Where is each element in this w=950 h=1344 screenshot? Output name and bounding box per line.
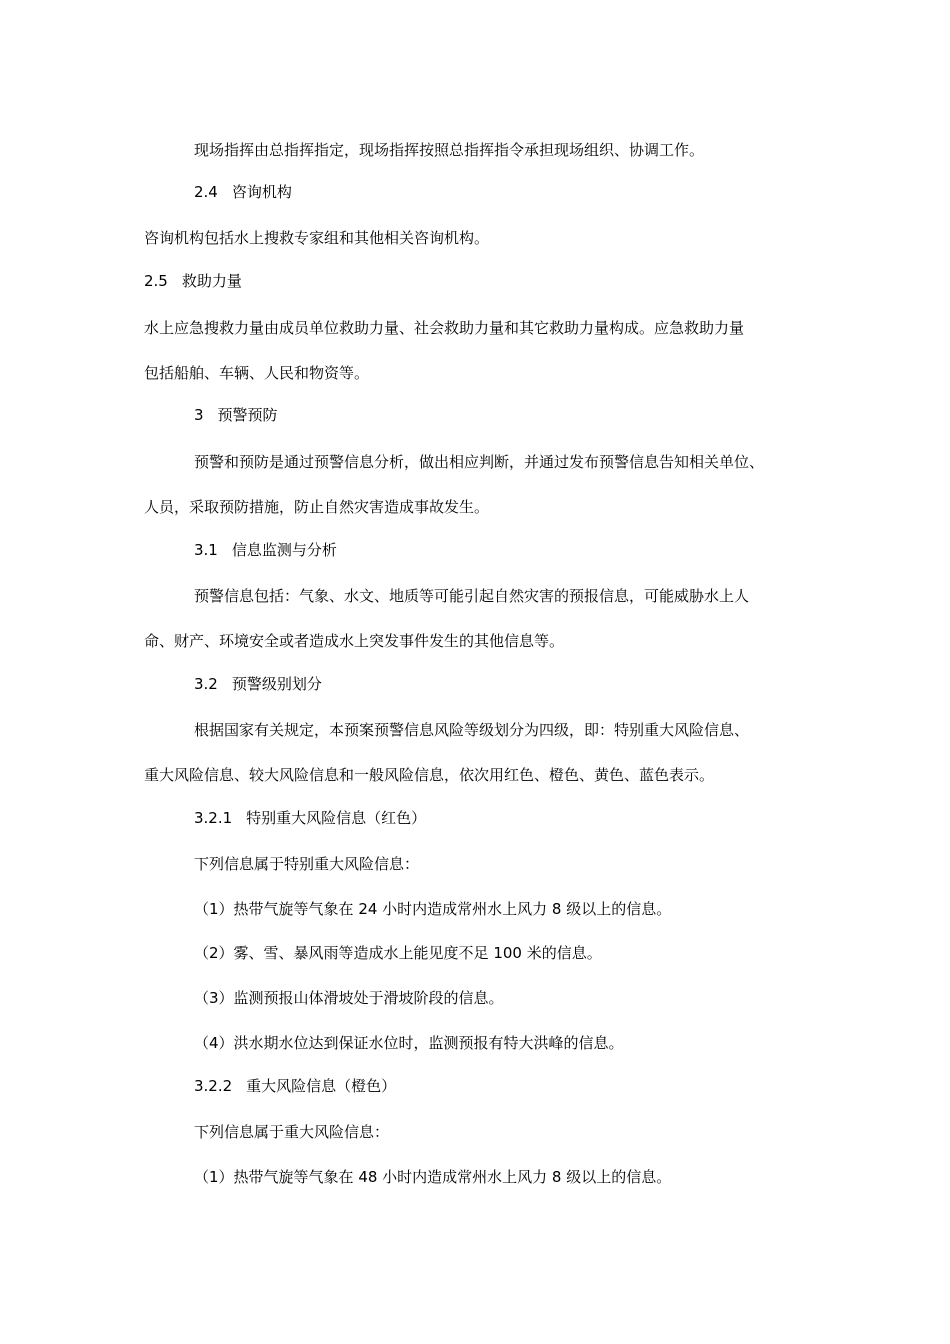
section-title: 特别重大风险信息（红色） bbox=[246, 809, 427, 827]
section-heading bbox=[194, 1076, 396, 1096]
section-number: 2.5 bbox=[144, 272, 168, 290]
paragraph-text: 预警和预防是通过预警信息分析，做出相应判断，并通过发布预警信息告知相关单位、 bbox=[194, 453, 765, 471]
list-item bbox=[194, 899, 671, 919]
list-item-text: （1）热带气旋等气象在 48 小时内造成常州水上风力 8 级以上的信息。 bbox=[194, 1168, 672, 1186]
paragraph bbox=[144, 318, 744, 338]
paragraph bbox=[194, 720, 749, 740]
section-title: 重大风险信息（橙色） bbox=[246, 1077, 397, 1095]
section-number: 3.2.2 bbox=[194, 1077, 233, 1095]
list-item bbox=[194, 943, 602, 963]
paragraph bbox=[144, 765, 714, 785]
list-item-text: （1）热带气旋等气象在 24 小时内造成常州水上风力 8 级以上的信息。 bbox=[194, 900, 672, 918]
paragraph-text: 预警信息包括：气象、水文、地质等可能引起自然灾害的预报信息，可能威胁水上人 bbox=[194, 587, 750, 605]
paragraph bbox=[194, 1122, 389, 1142]
section-number: 3.1 bbox=[194, 541, 218, 559]
section-title: 咨询机构 bbox=[231, 183, 292, 201]
list-item bbox=[194, 1033, 624, 1053]
list-item bbox=[194, 1167, 671, 1187]
section-title: 救助力量 bbox=[181, 272, 242, 290]
paragraph bbox=[144, 631, 564, 651]
paragraph-text: 下列信息属于特别重大风险信息： bbox=[194, 855, 420, 873]
paragraph-text: 人员，采取预防措施，防止自然灾害造成事故发生。 bbox=[144, 498, 490, 516]
paragraph bbox=[194, 140, 704, 160]
section-heading bbox=[194, 808, 426, 828]
section-heading bbox=[194, 405, 278, 425]
list-item-text: （2）雾、雪、暴风雨等造成水上能见度不足 100 米的信息。 bbox=[194, 944, 602, 962]
section-number: 3.2.1 bbox=[194, 809, 233, 827]
section-title: 信息监测与分析 bbox=[231, 541, 337, 559]
paragraph-text: 根据国家有关规定，本预案预警信息风险等级划分为四级，即：特别重大风险信息、 bbox=[194, 721, 750, 739]
section-heading bbox=[144, 271, 242, 291]
section-heading bbox=[194, 540, 337, 560]
paragraph-text: 咨询机构包括水上搜救专家组和其他相关咨询机构。 bbox=[144, 229, 490, 247]
paragraph-text: 水上应急搜救力量由成员单位救助力量、社会救助力量和其它救助力量构成。应急救助力量 bbox=[144, 319, 745, 337]
paragraph bbox=[144, 228, 489, 248]
paragraph-text: 命、财产、环境安全或者造成水上突发事件发生的其他信息等。 bbox=[144, 632, 565, 650]
list-item-text: （3）监测预报山体滑坡处于滑坡阶段的信息。 bbox=[194, 989, 504, 1007]
paragraph-text: 重大风险信息、较大风险信息和一般风险信息，依次用红色、橙色、黄色、蓝色表示。 bbox=[144, 766, 715, 784]
list-item bbox=[194, 988, 504, 1008]
paragraph bbox=[144, 363, 369, 383]
paragraph-text: 包括船舶、车辆、人民和物资等。 bbox=[144, 364, 370, 382]
section-title: 预警级别划分 bbox=[231, 675, 322, 693]
section-number: 3 bbox=[194, 406, 204, 424]
paragraph-text: 下列信息属于重大风险信息： bbox=[194, 1123, 390, 1141]
list-item-text: （4）洪水期水位达到保证水位时，监测预报有特大洪峰的信息。 bbox=[194, 1034, 624, 1052]
paragraph bbox=[144, 497, 489, 517]
section-title: 预警预防 bbox=[217, 406, 278, 424]
paragraph bbox=[194, 452, 764, 472]
paragraph bbox=[194, 854, 419, 874]
section-number: 3.2 bbox=[194, 675, 218, 693]
section-number: 2.4 bbox=[194, 183, 218, 201]
paragraph-text: 现场指挥由总指挥指定，现场指挥按照总指挥指令承担现场组织、协调工作。 bbox=[194, 141, 705, 159]
section-heading bbox=[194, 674, 322, 694]
section-heading bbox=[194, 182, 292, 202]
paragraph bbox=[194, 586, 749, 606]
